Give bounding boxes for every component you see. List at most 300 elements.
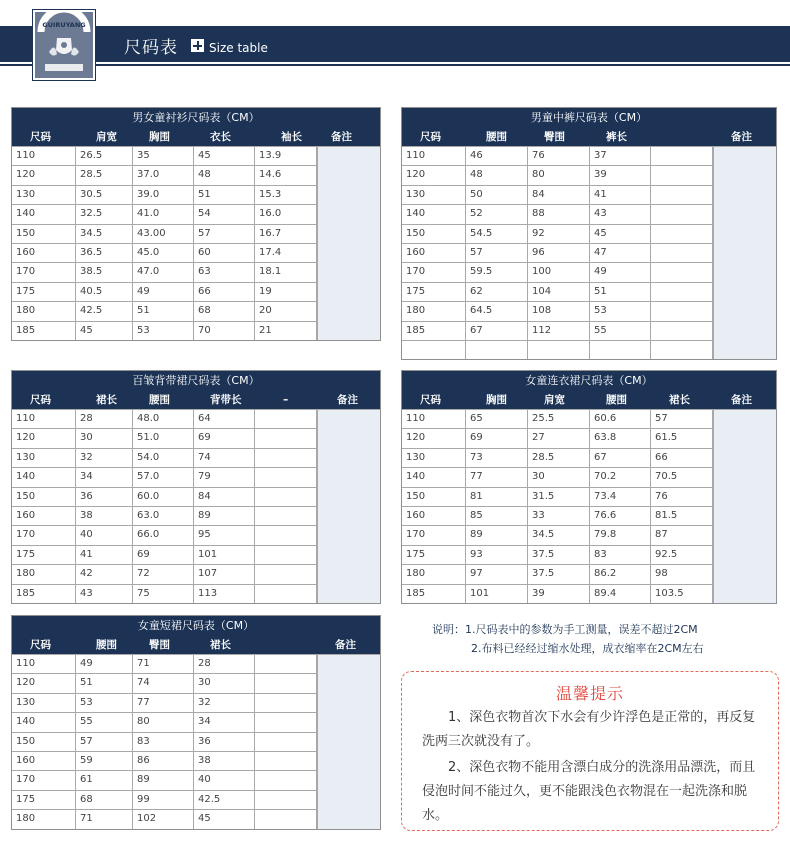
table-row: [402, 282, 713, 301]
table-cell: [651, 225, 713, 243]
table-row: [12, 751, 317, 770]
table-cell: 185: [402, 585, 466, 603]
column-header: 备注: [335, 639, 356, 651]
table-cell: 68: [194, 302, 255, 320]
table-cell: [651, 205, 713, 223]
table-title: 女童短裙尺码表（CM）: [12, 616, 380, 636]
table-cell: 120: [402, 429, 466, 447]
column-header: 尺码: [30, 394, 51, 406]
shirt-size-table: [11, 107, 381, 341]
table-cell: 180: [402, 302, 466, 320]
table-cell: 38: [76, 507, 133, 525]
table-cell: 130: [12, 694, 76, 712]
table-cell: 69: [133, 546, 194, 564]
table-cell: 104: [528, 283, 590, 301]
table-cell: 32.5: [76, 205, 133, 223]
table-cell: [651, 147, 713, 165]
table-cell: 84: [528, 186, 590, 204]
table-cell: 185: [12, 322, 76, 340]
table-cell: 86: [133, 752, 194, 770]
table-cell: [528, 341, 590, 359]
table-row: [12, 809, 317, 828]
table-cell: 96: [528, 244, 590, 262]
table-cell: 62: [466, 283, 528, 301]
table-cell: [255, 791, 317, 809]
table-cell: 42: [76, 565, 133, 583]
table-cell: 110: [402, 147, 466, 165]
table-cell: [255, 488, 317, 506]
notes-column: [713, 146, 776, 359]
table-row: [12, 262, 317, 281]
table-row: [12, 204, 317, 223]
table-cell: 37.0: [133, 166, 194, 184]
table-cell: 40.5: [76, 283, 133, 301]
page-subtitle: Size table: [209, 41, 268, 55]
table-cell: 102: [133, 810, 194, 828]
table-cell: 41: [590, 186, 651, 204]
table-row: [12, 712, 317, 731]
table-cell: 53: [590, 302, 651, 320]
table-cell: 180: [12, 565, 76, 583]
table-cell: [466, 341, 528, 359]
table-row: [12, 732, 317, 751]
table-cell: 97: [466, 565, 528, 583]
table-cell: [255, 694, 317, 712]
table-cell: [255, 468, 317, 486]
table-cell: 170: [402, 526, 466, 544]
table-cell: 21: [255, 322, 317, 340]
table-cell: [651, 244, 713, 262]
table-cell: 26.5: [76, 147, 133, 165]
table-cell: 30.5: [76, 186, 133, 204]
table-cell: 20: [255, 302, 317, 320]
table-row: [12, 693, 317, 712]
table-cell: 79.8: [590, 526, 651, 544]
table-cell: 47: [590, 244, 651, 262]
table-cell: 74: [194, 449, 255, 467]
table-row: [12, 467, 317, 486]
header-divider: [0, 64, 790, 66]
table-cell: 175: [12, 546, 76, 564]
table-row: [12, 224, 317, 243]
table-cell: 150: [12, 225, 76, 243]
table-cell: 110: [12, 655, 76, 673]
table-cell: 180: [402, 565, 466, 583]
table-cell: [255, 526, 317, 544]
table-cell: 85: [466, 507, 528, 525]
table-cell: 185: [402, 322, 466, 340]
table-cell: 48: [466, 166, 528, 184]
table-cell: 73.4: [590, 488, 651, 506]
notes-column: [317, 146, 380, 340]
table-cell: 120: [402, 166, 466, 184]
table-cell: 110: [12, 410, 76, 428]
table-cell: 70.2: [590, 468, 651, 486]
table-cell: 66.0: [133, 526, 194, 544]
table-row: [12, 654, 317, 673]
table-cell: 34: [76, 468, 133, 486]
table-cell: 110: [12, 147, 76, 165]
table-cell: 69: [194, 429, 255, 447]
table-cell: 70.5: [651, 468, 713, 486]
table-cell: [255, 565, 317, 583]
notes-column: [713, 409, 776, 603]
table-row: [12, 301, 317, 320]
table-cell: 76.6: [590, 507, 651, 525]
table-cell: 120: [12, 674, 76, 692]
table-row: [402, 321, 713, 340]
table-cell: 107: [194, 565, 255, 583]
table-cell: 43: [76, 585, 133, 603]
table-row: [12, 487, 317, 506]
table-cell: 77: [466, 468, 528, 486]
table-cell: 54.0: [133, 449, 194, 467]
table-cell: 72: [133, 565, 194, 583]
table-cell: 32: [194, 694, 255, 712]
table-cell: 76: [528, 147, 590, 165]
table-cell: [255, 655, 317, 673]
table-cell: 49: [133, 283, 194, 301]
table-row: [12, 545, 317, 564]
table-cell: 38.5: [76, 263, 133, 281]
table-cell: 150: [12, 733, 76, 751]
table-cell: 60: [194, 244, 255, 262]
table-row: [12, 506, 317, 525]
table-cell: 32: [76, 449, 133, 467]
table-header-row: [12, 128, 380, 146]
table-row: [12, 428, 317, 447]
table-cell: 39: [590, 166, 651, 184]
column-header: 备注: [331, 131, 352, 143]
table-row: [402, 487, 713, 506]
table-cell: 34: [194, 713, 255, 731]
table-cell: 41: [76, 546, 133, 564]
table-cell: 70: [194, 322, 255, 340]
table-cell: 67: [466, 322, 528, 340]
table-cell: 60.6: [590, 410, 651, 428]
table-cell: 140: [12, 713, 76, 731]
column-header: [255, 636, 317, 654]
table-cell: 180: [12, 810, 76, 828]
table-cell: 100: [528, 263, 590, 281]
table-cell: 113: [194, 585, 255, 603]
table-cell: 30: [76, 429, 133, 447]
table-cell: 87: [651, 526, 713, 544]
table-cell: 61: [76, 771, 133, 789]
table-cell: 60.0: [133, 488, 194, 506]
table-row: [12, 165, 317, 184]
table-cell: 66: [194, 283, 255, 301]
table-cell: [255, 752, 317, 770]
column-header: 备注: [731, 394, 752, 406]
table-cell: 86.2: [590, 565, 651, 583]
table-cell: 49: [590, 263, 651, 281]
table-cell: 175: [12, 283, 76, 301]
table-cell: 51.0: [133, 429, 194, 447]
table-cell: 38: [194, 752, 255, 770]
table-cell: 175: [402, 283, 466, 301]
table-cell: 99: [133, 791, 194, 809]
table-cell: [651, 283, 713, 301]
table-header-row: [12, 391, 380, 409]
column-header: –: [283, 394, 289, 406]
logo-wordmark: GUIRUYANG: [42, 21, 86, 29]
table-title: 女童连衣裙尺码表（CM）: [402, 371, 776, 391]
table-row: [402, 428, 713, 447]
table-row: [12, 185, 317, 204]
table-cell: 14.6: [255, 166, 317, 184]
table-row: [12, 770, 317, 789]
table-cell: 108: [528, 302, 590, 320]
table-cell: 175: [402, 546, 466, 564]
table-cell: 101: [194, 546, 255, 564]
table-cell: 16.7: [255, 225, 317, 243]
table-row: [402, 165, 713, 184]
table-cell: 80: [528, 166, 590, 184]
table-cell: 50: [466, 186, 528, 204]
pleated-suspender-skirt-size-table: [11, 370, 381, 604]
table-cell: 55: [590, 322, 651, 340]
table-cell: 47.0: [133, 263, 194, 281]
table-cell: 130: [12, 449, 76, 467]
table-cell: 95: [194, 526, 255, 544]
table-row: [402, 545, 713, 564]
table-cell: [590, 341, 651, 359]
table-cell: [255, 410, 317, 428]
column-header: 背带长: [210, 394, 242, 406]
plus-icon: [191, 39, 204, 52]
table-header-row: [402, 128, 776, 146]
column-header: 肩宽: [96, 131, 117, 143]
table-row: [12, 448, 317, 467]
table-row: [12, 525, 317, 544]
table-row: [402, 340, 713, 359]
column-header: 备注: [731, 131, 752, 143]
column-header: 腰围: [606, 394, 627, 406]
table-row: [402, 467, 713, 486]
brand-logo: [33, 10, 95, 80]
table-cell: 46: [466, 147, 528, 165]
table-cell: 73: [466, 449, 528, 467]
table-row: [402, 262, 713, 281]
table-cell: 150: [12, 488, 76, 506]
table-cell: 88: [528, 205, 590, 223]
table-cell: 52: [466, 205, 528, 223]
table-cell: 17.4: [255, 244, 317, 262]
page-title: 尺码表: [124, 38, 178, 58]
table-cell: [651, 302, 713, 320]
column-header: 肩宽: [544, 394, 565, 406]
column-header: 腰围: [486, 131, 507, 143]
table-cell: 28.5: [528, 449, 590, 467]
table-cell: 76: [651, 488, 713, 506]
table-cell: 92.5: [651, 546, 713, 564]
table-cell: 83: [133, 733, 194, 751]
table-cell: [255, 546, 317, 564]
table-cell: 54: [194, 205, 255, 223]
table-cell: [255, 733, 317, 751]
table-row: [12, 564, 317, 583]
table-cell: 170: [12, 526, 76, 544]
table-cell: 28.5: [76, 166, 133, 184]
table-cell: 43.00: [133, 225, 194, 243]
table-cell: 79: [194, 468, 255, 486]
column-header: 裙长: [210, 639, 231, 651]
table-cell: 170: [402, 263, 466, 281]
column-header: 衣长: [210, 131, 231, 143]
care-tips-title: 温馨提示: [555, 684, 624, 703]
table-cell: 57: [651, 410, 713, 428]
table-cell: [402, 341, 466, 359]
table-cell: 15.3: [255, 186, 317, 204]
table-cell: 160: [12, 752, 76, 770]
table-cell: [255, 771, 317, 789]
table-cell: [255, 713, 317, 731]
table-cell: 13.9: [255, 147, 317, 165]
table-row: [12, 282, 317, 301]
table-cell: 89: [466, 526, 528, 544]
header-bar: [0, 26, 790, 62]
table-cell: 31.5: [528, 488, 590, 506]
column-header: 袖长: [281, 131, 302, 143]
table-header-row: [12, 636, 380, 654]
table-cell: 67: [590, 449, 651, 467]
table-cell: 63.8: [590, 429, 651, 447]
table-cell: 55: [76, 713, 133, 731]
table-cell: 45: [76, 322, 133, 340]
table-cell: 120: [12, 166, 76, 184]
table-row: [402, 224, 713, 243]
table-cell: [651, 263, 713, 281]
table-cell: 59: [76, 752, 133, 770]
table-row: [402, 185, 713, 204]
table-cell: [651, 322, 713, 340]
table-cell: 51: [590, 283, 651, 301]
table-row: [12, 673, 317, 692]
column-header: 臀围: [149, 639, 170, 651]
table-cell: 89.4: [590, 585, 651, 603]
table-cell: 140: [402, 205, 466, 223]
table-cell: 69: [466, 429, 528, 447]
table-row: [402, 243, 713, 262]
table-cell: [255, 429, 317, 447]
table-cell: 68: [76, 791, 133, 809]
table-cell: [651, 166, 713, 184]
table-row: [12, 409, 317, 428]
table-title: 百皱背带裙尺码表（CM）: [12, 371, 380, 391]
table-cell: 57: [76, 733, 133, 751]
table-cell: 140: [402, 468, 466, 486]
table-cell: 51: [133, 302, 194, 320]
table-cell: 41.0: [133, 205, 194, 223]
table-cell: 19: [255, 283, 317, 301]
table-row: [402, 506, 713, 525]
table-cell: [255, 810, 317, 828]
table-cell: 81: [466, 488, 528, 506]
table-cell: 27: [528, 429, 590, 447]
table-cell: 160: [402, 244, 466, 262]
table-row: [12, 790, 317, 809]
table-cell: 53: [133, 322, 194, 340]
table-cell: 112: [528, 322, 590, 340]
notes-column: [317, 409, 380, 603]
table-row: [12, 321, 317, 340]
column-header: 臀围: [544, 131, 565, 143]
table-cell: 175: [12, 791, 76, 809]
table-cell: 150: [402, 225, 466, 243]
table-cell: 35: [133, 147, 194, 165]
column-header: 裙长: [669, 394, 690, 406]
table-cell: 130: [402, 186, 466, 204]
table-cell: 36: [76, 488, 133, 506]
table-row: [402, 204, 713, 223]
table-cell: 34.5: [76, 225, 133, 243]
table-cell: 37.5: [528, 546, 590, 564]
table-cell: 77: [133, 694, 194, 712]
table-cell: 160: [12, 507, 76, 525]
care-tip-2: 2、深色衣物不能用含漂白成分的洗涤用品漂洗，而且侵泡时间不能过久，更不能跟浅色衣物混在一起洗涤和脱水。: [422, 760, 756, 823]
table-cell: 30: [528, 468, 590, 486]
table-cell: [255, 449, 317, 467]
table-row: [402, 409, 713, 428]
table-cell: 16.0: [255, 205, 317, 223]
note-line-1: 说明：1.尺码表中的参数为手工测量，误差不超过2CM: [432, 623, 698, 636]
table-cell: 53: [76, 694, 133, 712]
table-cell: 39: [528, 585, 590, 603]
column-header: 裙长: [96, 394, 117, 406]
page-header: [0, 0, 790, 86]
notes-column: [317, 654, 380, 829]
column-header: 胸围: [486, 394, 507, 406]
table-title: 男童中裤尺码表（CM）: [402, 108, 776, 128]
table-cell: 37: [590, 147, 651, 165]
table-cell: 101: [466, 585, 528, 603]
table-cell: 120: [12, 429, 76, 447]
table-cell: 33: [528, 507, 590, 525]
table-cell: 48: [194, 166, 255, 184]
table-cell: [651, 341, 713, 359]
table-cell: 103.5: [651, 585, 713, 603]
table-cell: 64: [194, 410, 255, 428]
table-cell: 49: [76, 655, 133, 673]
column-header: 胸围: [149, 131, 170, 143]
table-row: [12, 243, 317, 262]
table-cell: [255, 507, 317, 525]
table-row: [402, 584, 713, 603]
table-cell: 37.5: [528, 565, 590, 583]
table-cell: 93: [466, 546, 528, 564]
note-line-2: 2.布料已经经过缩水处理，成衣缩率在2CM左右: [471, 642, 704, 655]
table-cell: 170: [12, 263, 76, 281]
table-cell: 64.5: [466, 302, 528, 320]
table-cell: 74: [133, 674, 194, 692]
table-cell: 89: [133, 771, 194, 789]
column-header: 裤长: [606, 131, 627, 143]
table-cell: 28: [76, 410, 133, 428]
girls-dress-size-table: [401, 370, 777, 604]
table-row: [402, 146, 713, 165]
table-cell: 45: [194, 147, 255, 165]
table-cell: 36.5: [76, 244, 133, 262]
table-cell: 57: [194, 225, 255, 243]
table-cell: 54.5: [466, 225, 528, 243]
table-cell: 51: [194, 186, 255, 204]
table-cell: 71: [76, 810, 133, 828]
table-cell: [651, 186, 713, 204]
table-cell: 18.1: [255, 263, 317, 281]
table-row: [402, 525, 713, 544]
table-cell: 59.5: [466, 263, 528, 281]
